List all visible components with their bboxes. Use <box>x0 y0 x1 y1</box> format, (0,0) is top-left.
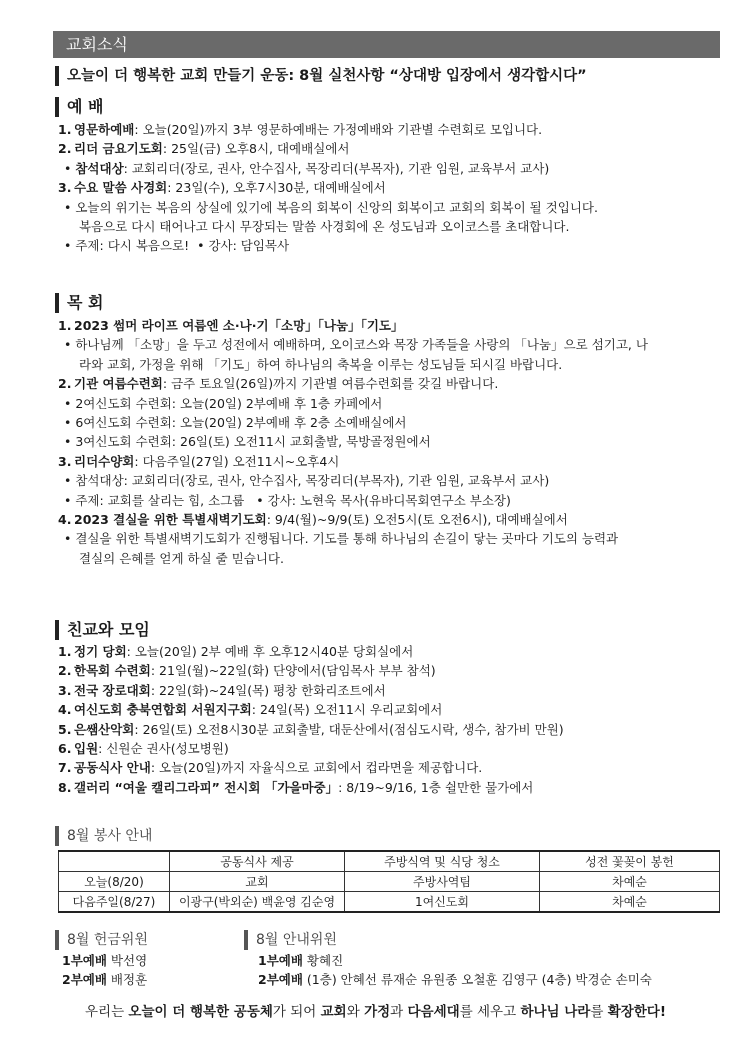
fellowship-list <box>58 642 564 797</box>
list-item: • 주제: 교회를 살리는 힘, 소그룹 • 강사: 노현욱 목사(유바디목회연구소 부소장) <box>64 492 511 508</box>
list-item: 4. 2023 결실을 위한 특별새벽기도회: 9/4(월)~9/9(토) 오전5시(토 오전6시), 대예배실에서 <box>58 512 568 528</box>
list-item: 2부예배 (1층) 안혜선 류재순 유원종 오철훈 김영구 (4층) 박경순 손미숙 <box>258 972 652 988</box>
section-title-fellowship: 친교와 모임 <box>55 620 150 640</box>
section-title-service: 8월 봉사 안내 <box>55 826 152 846</box>
section-title-ushers: 8월 안내위원 <box>244 930 337 950</box>
list-item: 3. 전국 장로대회: 22일(화)~24일(목) 평창 한화리조트에서 <box>58 682 386 698</box>
list-item: 2부예배 배정훈 <box>62 972 148 988</box>
list-item: • 오늘의 위기는 복음의 상실에 있기에 복음의 회복이 신앙의 회복이고 교회의 회복이 될 것입니다. <box>64 199 598 215</box>
section-title-offering: 8월 헌금위원 <box>55 930 148 950</box>
list-item: • 참석대상: 교회리더(장로, 권사, 안수집사, 목장리더(부목자), 기관 임원, 교육부서 교사) <box>64 473 550 489</box>
table-header: 공동식사 제공 <box>170 851 345 872</box>
list-item: 라와 교회, 가정을 위해 「기도」하여 하나님의 축복을 이루는 성도님들 되시길 바랍니다. <box>79 356 563 372</box>
list-item: 5. 은쌤산악회: 26일(토) 오전8시30분 교회출발, 대둔산에서(점심도시락, 생수, 참가비 만원) <box>58 721 564 737</box>
worship-list <box>58 120 598 256</box>
list-item: 복음으로 다시 태어나고 다시 무장되는 말씀 사경회에 온 성도님과 오이코스를 초대합니다. <box>79 219 570 235</box>
list-item: 결실의 은혜를 얻게 하실 줄 믿습니다. <box>79 550 284 566</box>
list-item: 7. 공동식사 안내: 오늘(20일)까지 자율식으로 교회에서 컵라면을 제공합니다. <box>58 760 483 776</box>
footer-motto: 우리는 오늘이 더 행복한 공동체가 되어 교회와 가정과 다음세대를 세우고 하나님 나라를 확장한다! <box>84 1004 667 1020</box>
table-header: 주방식역 및 식당 청소 <box>345 851 540 872</box>
list-item: • 주제: 다시 복음으로! • 강사: 담임목사 <box>64 238 290 254</box>
table-cell: 오늘(8/20) <box>59 872 170 892</box>
table-cell: 다음주일(8/27) <box>59 892 170 913</box>
table-cell: 주방사역팀 <box>345 872 540 892</box>
table-cell: 이광구(박외순) 백윤영 김순영 <box>170 892 345 913</box>
list-item: • 참석대상: 교회리더(장로, 권사, 안수집사, 목장리더(부목자), 기관 임원, 교육부서 교사) <box>64 160 550 176</box>
table-header: 성전 꽃꽂이 봉헌 <box>540 851 720 872</box>
list-item: 1. 영문하예배: 오늘(20일)까지 3부 영문하예배는 가정예배와 기관별 수련회로 모입니다. <box>58 122 543 137</box>
offering-list <box>62 951 147 990</box>
list-item: 8. 갤러리 “여울 캘리그라피” 전시회 「가을마중」: 8/19~9/16, 1층 쉴만한 물가에서 <box>58 779 534 795</box>
usher-list <box>258 951 652 990</box>
table-cell: 차예순 <box>540 872 720 892</box>
list-item: 1부예배 황혜진 <box>258 953 344 968</box>
list-item: 1. 2023 썸머 라이프 여름엔 소·나·기「소망」「나눔」「기도」 <box>58 318 404 333</box>
list-item: 3. 수요 말씀 사경회: 23일(수), 오후7시30분, 대예배실에서 <box>58 180 386 196</box>
list-item: 2. 기관 여름수련회: 금주 토요일(26일)까지 기관별 여름수련회를 갖길 바랍니다. <box>58 376 499 392</box>
list-item: 1부예배 박선영 <box>62 953 148 968</box>
table-header <box>59 851 170 872</box>
table-cell: 차예순 <box>540 892 720 913</box>
table-cell: 1여신도회 <box>345 892 540 913</box>
list-item: 3. 리더수양회: 다음주일(27일) 오전11시~오후4시 <box>58 453 340 469</box>
list-item: 4. 여신도회 충북연합회 서원지구회: 24일(목) 오전11시 우리교회에서 <box>58 702 443 718</box>
table-row <box>59 892 720 913</box>
pastoral-list <box>58 316 648 568</box>
headline: 오늘이 더 행복한 교회 만들기 운동: 8월 실천사항 “상대방 입장에서 생각합시다” <box>55 66 587 86</box>
list-item: • 3여신도회 수련회: 26일(토) 오전11시 교회출발, 묵방골정원에서 <box>64 434 431 450</box>
list-item: • 결실을 위한 특별새벽기도회가 진행됩니다. 기도를 통해 하나님의 손길이 닿는 곳마다 기도의 능력과 <box>64 531 619 547</box>
page-title: 교회소식 <box>53 31 720 58</box>
list-item: 2. 한목회 수련회: 21일(월)~22일(화) 단양에서(담임목사 부부 참석) <box>58 663 436 679</box>
list-item: • 2여신도회 수련회: 오늘(20일) 2부예배 후 1층 카페에서 <box>64 395 383 411</box>
table-row <box>59 872 720 892</box>
service-table <box>58 850 720 913</box>
table-cell: 교회 <box>170 872 345 892</box>
list-item: • 6여신도회 수련회: 오늘(20일) 2부예배 후 2층 소예배실에서 <box>64 415 407 431</box>
list-item: 6. 입원: 신원순 권사(성모병원) <box>58 741 229 757</box>
section-title-worship: 예 배 <box>55 97 103 117</box>
list-item: 2. 리더 금요기도회: 25일(금) 오후8시, 대예배실에서 <box>58 141 350 157</box>
list-item: • 하나님께 「소망」을 두고 성전에서 예배하며, 오이코스와 목장 가족들을 사랑의 「나눔」으로 섬기고, 나 <box>64 337 648 353</box>
list-item: 1. 정기 당회: 오늘(20일) 2부 예배 후 오후12시40분 당회실에서 <box>58 644 414 659</box>
section-title-pastoral: 목 회 <box>55 293 103 313</box>
